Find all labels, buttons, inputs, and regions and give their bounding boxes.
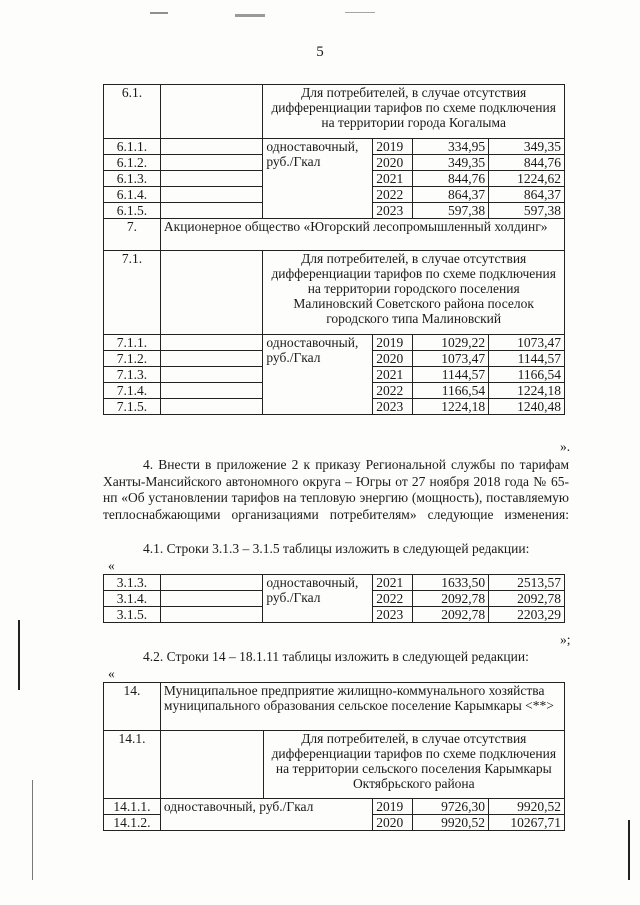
value-cell: 1224,18 [489, 383, 565, 399]
empty-cell [160, 367, 262, 383]
tariff-table-3 [103, 682, 565, 831]
year-cell: 2019 [373, 799, 413, 815]
value-cell: 2092,78 [489, 591, 565, 607]
value-cell: 1073,47 [413, 351, 489, 367]
row-number: 7.1.4. [104, 383, 161, 399]
value-cell: 1166,54 [489, 367, 565, 383]
table-row [104, 799, 565, 815]
value-cell: 864,37 [489, 187, 565, 203]
row-number: 3.1.5. [104, 607, 161, 623]
value-cell: 349,35 [413, 155, 489, 171]
scan-mark-top [235, 14, 265, 17]
unit-cell: одноставочный, руб./Гкал [263, 139, 373, 219]
table-row [104, 85, 565, 139]
opening-quote: « [108, 558, 115, 573]
year-cell: 2022 [373, 591, 413, 607]
value-cell: 10267,71 [489, 815, 565, 831]
empty-cell [160, 575, 262, 591]
value-cell: 9726,30 [413, 799, 489, 815]
value-cell: 1224,18 [413, 399, 489, 415]
value-cell: 597,38 [489, 203, 565, 219]
empty-cell [160, 171, 262, 187]
table-row [104, 219, 565, 251]
value-cell: 1240,48 [489, 399, 565, 415]
opening-quote: « [108, 666, 115, 681]
row-number: 3.1.3. [104, 575, 161, 591]
year-cell: 2020 [373, 351, 413, 367]
row-number: 14.1.1. [104, 799, 161, 815]
row-number: 6.1.1. [104, 139, 161, 155]
page-number: 5 [316, 44, 324, 60]
year-cell: 2020 [373, 155, 413, 171]
section-header: Для потребителей, в случае отсутствия дифференциации тарифов по схеме подключения на территории города Когалыма [263, 85, 565, 139]
scan-mark-top [345, 12, 375, 13]
paragraph-4-2: 4.2. Строки 14 – 18.1.11 таблицы изложить в следующей редакции: [143, 649, 529, 664]
value-cell: 334,95 [413, 139, 489, 155]
row-number: 6.1.4. [104, 187, 161, 203]
value-cell: 1029,22 [413, 335, 489, 351]
empty-cell [160, 607, 262, 623]
empty-cell [160, 731, 263, 799]
year-cell: 2020 [373, 815, 413, 831]
year-cell: 2021 [373, 367, 413, 383]
section-header: Для потребителей, в случае отсутствия дифференциации тарифов по схеме подключения на территории городского поселения Малиновский Советского района поселок городского типа Малиновский [263, 251, 565, 335]
scan-mark-left [18, 620, 20, 690]
year-cell: 2022 [373, 187, 413, 203]
table-row [104, 683, 565, 731]
empty-cell [160, 203, 262, 219]
value-cell: 864,37 [413, 187, 489, 203]
row-number: 14.1. [104, 731, 161, 799]
row-number: 7.1.5. [104, 399, 161, 415]
row-number: 7.1.2. [104, 351, 161, 367]
value-cell: 2203,29 [489, 607, 565, 623]
organization-name: Акционерное общество «Югорский лесопромышленный холдинг» [160, 219, 564, 251]
row-number: 14. [104, 683, 161, 731]
row-number: 3.1.4. [104, 591, 161, 607]
table-row [104, 335, 565, 351]
value-cell: 2092,78 [413, 591, 489, 607]
value-cell: 2513,57 [489, 575, 565, 591]
scan-mark-left [32, 780, 33, 880]
year-cell: 2021 [373, 575, 413, 591]
row-number: 6.1.2. [104, 155, 161, 171]
row-number: 6.1.3. [104, 171, 161, 187]
year-cell: 2019 [373, 139, 413, 155]
value-cell: 9920,52 [413, 815, 489, 831]
organization-name: Муниципальное предприятие жилищно-коммунального хозяйства муниципального образования сельское поселение Карымкары <**> [160, 683, 564, 731]
year-cell: 2022 [373, 383, 413, 399]
empty-cell [160, 335, 262, 351]
value-cell: 844,76 [489, 155, 565, 171]
value-cell: 1166,54 [413, 383, 489, 399]
empty-cell [160, 399, 262, 415]
value-cell: 1144,57 [489, 351, 565, 367]
tariff-table-2 [103, 574, 565, 623]
section-header: Для потребителей, в случае отсутствия дифференциации тарифов по схеме подключения на территории сельского поселения Карымкары Октябрьского района [263, 731, 564, 799]
value-cell: 349,35 [489, 139, 565, 155]
closing-quote: ». [560, 439, 571, 454]
empty-cell [160, 351, 262, 367]
row-number: 7. [104, 219, 161, 251]
empty-cell [160, 85, 262, 139]
paragraph-4-1: 4.1. Строки 3.1.3 – 3.1.5 таблицы изложить в следующей редакции: [143, 541, 530, 556]
row-number: 7.1.3. [104, 367, 161, 383]
value-cell: 597,38 [413, 203, 489, 219]
table-row [104, 251, 565, 335]
value-cell: 844,76 [413, 171, 489, 187]
empty-cell [160, 139, 262, 155]
year-cell: 2023 [373, 399, 413, 415]
empty-cell [160, 251, 262, 335]
closing-quote: »; [560, 632, 571, 647]
value-cell: 2092,78 [413, 607, 489, 623]
value-cell: 9920,52 [489, 799, 565, 815]
row-number: 14.1.2. [104, 815, 161, 831]
empty-cell [160, 187, 262, 203]
row-number: 6.1.5. [104, 203, 161, 219]
scan-mark-right [628, 820, 630, 880]
value-cell: 1144,57 [413, 367, 489, 383]
value-cell: 1224,62 [489, 171, 565, 187]
table-row [104, 575, 565, 591]
empty-cell [160, 383, 262, 399]
tariff-table-1 [103, 84, 565, 415]
scan-mark-top [150, 12, 168, 14]
row-number: 6.1. [104, 85, 161, 139]
year-cell: 2019 [373, 335, 413, 351]
unit-cell: одноставочный, руб./Гкал [263, 575, 373, 623]
unit-cell: одноставочный, руб./Гкал [263, 335, 373, 415]
year-cell: 2023 [373, 607, 413, 623]
paragraph-4: 4. Внести в приложение 2 к приказу Региональной службы по тарифам Ханты-Мансийского автономного округа – Югры от 27 ноября 2018 года № 65-нп «Об установлении тарифов на тепловую энергию (мощность), поставляемую теплоснабжающими организациями потребителям» следующие изменения: [103, 457, 569, 522]
unit-cell: одноставочный, руб./Гкал [160, 799, 372, 831]
year-cell: 2023 [373, 203, 413, 219]
row-number: 7.1.1. [104, 335, 161, 351]
table-row [104, 139, 565, 155]
year-cell: 2021 [373, 171, 413, 187]
table-row [104, 731, 565, 799]
row-number: 7.1. [104, 251, 161, 335]
value-cell: 1073,47 [489, 335, 565, 351]
value-cell: 1633,50 [413, 575, 489, 591]
empty-cell [160, 155, 262, 171]
empty-cell [160, 591, 262, 607]
